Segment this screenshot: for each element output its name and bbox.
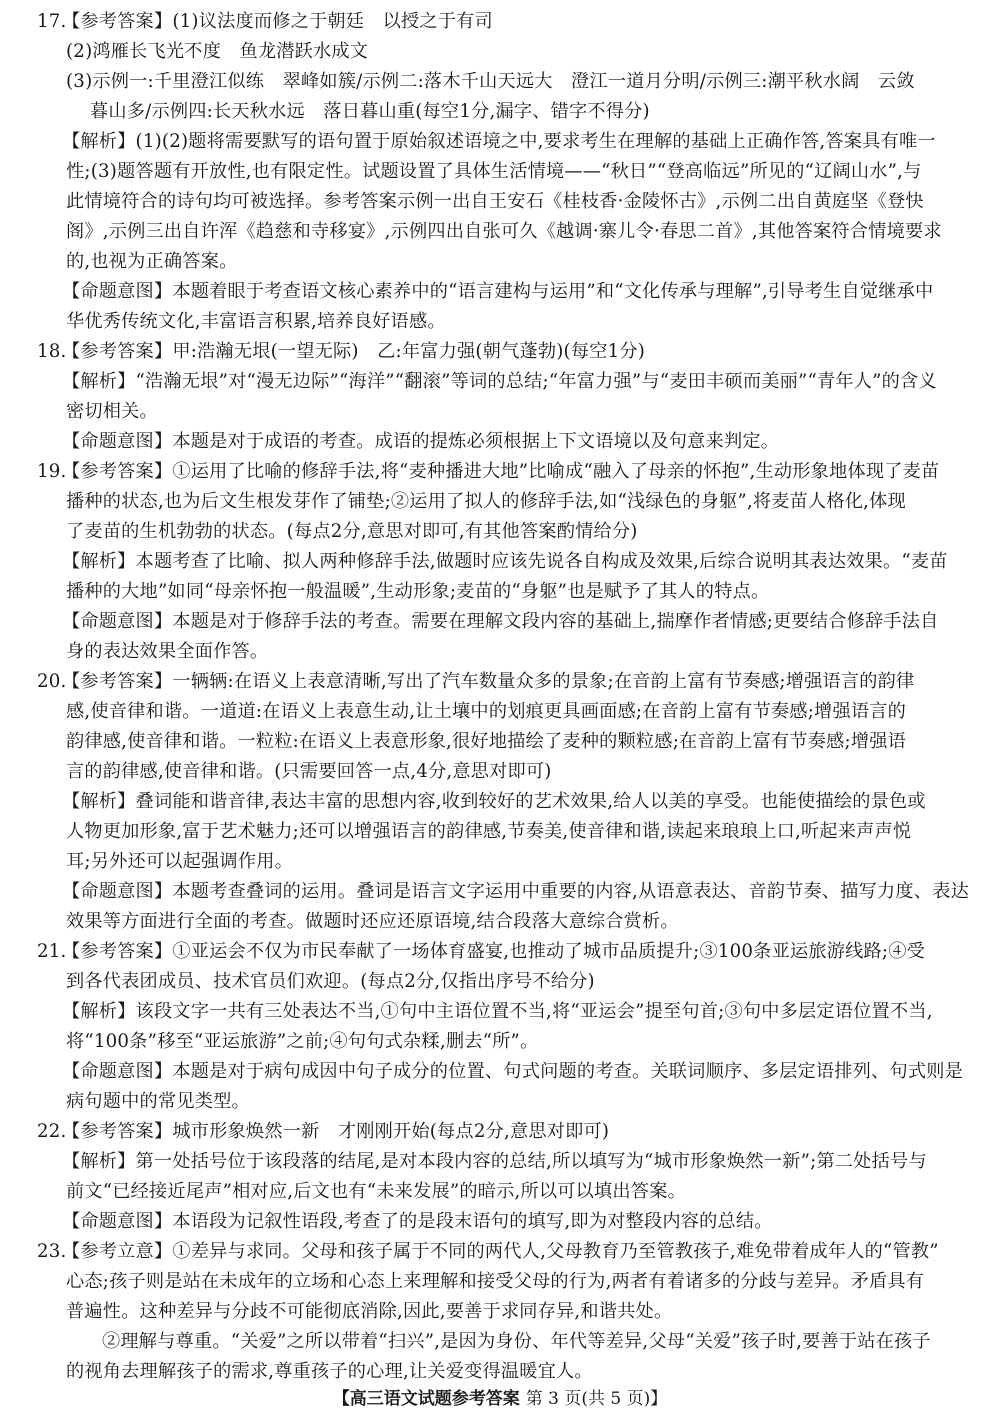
question-number-19: 19. xyxy=(37,461,67,482)
question-number-18: 18. xyxy=(37,341,67,362)
footer-title: 【高三语文试题参考答案 xyxy=(332,1389,520,1409)
q18-intent-line-1: 【命题意图】本题是对于成语的考查。成语的提炼必须根据上下文语境以及句意来判定。 xyxy=(62,431,780,452)
q17-analysis-line-3: 此情境符合的诗句均可被选择。参考答案示例一出自王安石《桂枝香·金陵怀古》,示例二出自黄庭坚《登快 xyxy=(66,191,924,212)
q21-answer-line-2: 到各代表团成员、技术官员们欢迎。(每点2分,仅指出序号不给分) xyxy=(66,971,595,992)
page-footer xyxy=(0,1384,1000,1409)
q19-answer-line-2: 播种的状态,也为后文生根发芽作了铺垫;②运用了拟人的修辞手法,如“浅绿色的身躯”,将麦苗人格化,体现 xyxy=(66,491,906,512)
q18-analysis-line-2: 密切相关。 xyxy=(66,401,158,422)
q23-point-line-3: 普遍性。这种差异与分歧不可能彻底消除,因此,要善于求同存异,和谐共处。 xyxy=(66,1301,673,1322)
q21-analysis-line-2: 将“100条”移至“亚运旅游”之前;④句句式杂糅,删去“所”。 xyxy=(66,1031,539,1052)
q17-answer-line-3: (3)示例一:千里澄江似练 翠峰如簇/示例二:落木千山天远大 澄江一道月分明/示例三:潮平秋水阔 云敛 xyxy=(66,71,915,92)
q20-analysis-line-2: 人物更加形象,富于艺术魅力;还可以增强语言的韵律感,节奏美,使音律和谐,读起来琅琅上口,听起来声声悦 xyxy=(66,821,912,842)
q20-intent-line-1: 【命题意图】本题考查叠词的运用。叠词是语言文字运用中重要的内容,从语意表达、音韵节奏、描写力度、表达 xyxy=(62,881,969,902)
q18-analysis-line-1: 【解析】“浩瀚无垠”对“漫无边际”“海洋”“翻滚”等词的总结;“年富力强”与“麦田丰硕而美丽”“青年人”的含义 xyxy=(62,371,937,392)
q17-analysis-line-5: 的,也视为正确答案。 xyxy=(66,251,238,272)
q19-answer-line-3: 了麦苗的生机勃勃的状态。(每点2分,意思对即可,有其他答案酌情给分) xyxy=(66,521,638,542)
q22-answer-line-1: 【参考答案】城市形象焕然一新 才刚刚开始(每点2分,意思对即可) xyxy=(62,1121,610,1142)
q17-intent-line-1: 【命题意图】本题着眼于考查语文核心素养中的“语言建构与运用”和“文化传承与理解”,引导考生自觉继承中 xyxy=(62,281,934,302)
q17-answer-line-2: (2)鸿雁长飞光不度 鱼龙潜跃水成文 xyxy=(66,41,369,62)
q17-answer-line-4: 暮山多/示例四:长天秋水远 落日暮山重(每空1分,漏字、错字不得分) xyxy=(90,101,650,122)
q17-analysis-line-1: 【解析】(1)(2)题将需要默写的语句置于原始叙述语境之中,要求考生在理解的基础上正确作答,答案具有唯一 xyxy=(62,131,936,152)
q20-answer-line-3: 韵律感,使音律和谐。一粒粒:在语义上表意形象,很好地描绘了麦种的颗粒感;在音韵上富有节奏感;增强语 xyxy=(66,731,906,752)
question-number-23: 23. xyxy=(37,1241,67,1262)
q22-analysis-line-2: 前文“已经接近尾声”相对应,后文也有“未来发展”的暗示,所以可以填出答案。 xyxy=(66,1181,686,1202)
q17-analysis-line-4: 阁》,示例三出自许浑《趋慈和寺移宴》,示例四出自张可久《越调·寨儿令·春思二首》,其他答案符合情境要求 xyxy=(66,221,942,242)
q20-answer-line-1: 【参考答案】一辆辆:在语义上表意清晰,写出了汽车数量众多的景象;在音韵上富有节奏感;增强语言的韵律 xyxy=(62,671,915,692)
q23-point-line-5: 的视角去理解孩子的需求,尊重孩子的心理,让关爱变得温暖宜人。 xyxy=(66,1361,593,1382)
q23-point-line-1: 【参考立意】①差异与求同。父母和孩子属于不同的两代人,父母教育乃至管教孩子,难免带着成年人的“管教” xyxy=(62,1241,939,1262)
question-number-22: 22. xyxy=(37,1121,67,1142)
q20-intent-line-2: 效果等方面进行全面的考查。做题时还应还原语境,结合段落大意综合赏析。 xyxy=(66,911,679,932)
q20-analysis-line-1: 【解析】叠词能和谐音律,表达丰富的思想内容,收到较好的艺术效果,给人以美的享受。也能使描绘的景色或 xyxy=(62,791,926,812)
q19-answer-line-1: 【参考答案】①运用了比喻的修辞手法,将“麦种播进大地”比喻成“融入了母亲的怀抱”,生动形象地体现了麦苗 xyxy=(62,461,940,482)
q22-analysis-line-1: 【解析】第一处括号位于该段落的结尾,是对本段内容的总结,所以填写为“城市形象焕然一新”;第二处括号与 xyxy=(62,1151,927,1172)
q20-analysis-line-3: 耳;另外还可以起强调作用。 xyxy=(66,851,293,872)
q20-answer-line-2: 感,使音律和谐。一道道:在语义上表意生动,让土壤中的划痕更具画面感;在音韵上富有节奏感;增强语言的 xyxy=(66,701,906,722)
q19-analysis-line-1: 【解析】本题考查了比喻、拟人两种修辞手法,做题时应该先说各自构成及效果,后综合说明其表达效果。“麦苗 xyxy=(62,551,948,572)
q17-analysis-line-2: 性;(3)题答题有开放性,也有限定性。试题设置了具体生活情境——“秋日”“登高临远”所见的“辽阔山水”,与 xyxy=(66,161,922,182)
q20-answer-line-4: 言的韵律感,使音律和谐。(只需要回答一点,4分,意思对即可) xyxy=(66,761,552,782)
q19-intent-line-2: 身的表达效果全面作答。 xyxy=(66,641,269,662)
question-number-20: 20. xyxy=(37,671,67,692)
question-number-21: 21. xyxy=(37,941,67,962)
q17-answer-line-1: 【参考答案】(1)议法度而修之于朝廷 以授之于有司 xyxy=(62,11,493,32)
q23-point-line-4: ②理解与尊重。“关爱”之所以带着“扫兴”,是因为身份、年代等差异,父母“关爱”孩子时,要善于站在孩子 xyxy=(102,1331,931,1352)
q19-intent-line-1: 【命题意图】本题是对于修辞手法的考查。需要在理解文段内容的基础上,揣摩作者情感;更要结合修辞手法自 xyxy=(62,611,939,632)
q21-intent-line-1: 【命题意图】本题是对于病句成因中句子成分的位置、句式问题的考查。关联词顺序、多层定语排列、句式则是 xyxy=(62,1061,963,1082)
q19-analysis-line-2: 播种的大地”如同“母亲怀抱一般温暖”,生动形象;麦苗的“身躯”也是赋予了其人的特点。 xyxy=(66,581,770,602)
q21-analysis-line-1: 【解析】该段文字一共有三处表达不当,①句中主语位置不当,将“亚运会”提至句首;③句中多层定语位置不当, xyxy=(62,1001,933,1022)
q18-answer-line-1: 【参考答案】甲:浩瀚无垠(一望无际) 乙:年富力强(朝气蓬勃)(每空1分) xyxy=(62,341,646,362)
q22-intent-line-1: 【命题意图】本语段为记叙性语段,考查了的是段末语句的填写,即为对整段内容的总结。 xyxy=(62,1211,773,1232)
q23-point-line-2: 心态;孩子则是站在未成年的立场和心态上来理解和接受父母的行为,两者有着诸多的分歧与差异。矛盾具有 xyxy=(66,1271,925,1292)
footer-page-number: 第 3 页(共 5 页)】 xyxy=(525,1389,668,1409)
q17-intent-line-2: 华优秀传统文化,丰富语言积累,培养良好语感。 xyxy=(66,311,446,332)
q21-intent-line-2: 病句题中的常见类型。 xyxy=(66,1091,250,1112)
question-number-17: 17. xyxy=(37,11,67,32)
q21-answer-line-1: 【参考答案】①亚运会不仅为市民奉献了一场体育盛宴,也推动了城市品质提升;③100条亚运旅游线路;④受 xyxy=(62,941,926,962)
